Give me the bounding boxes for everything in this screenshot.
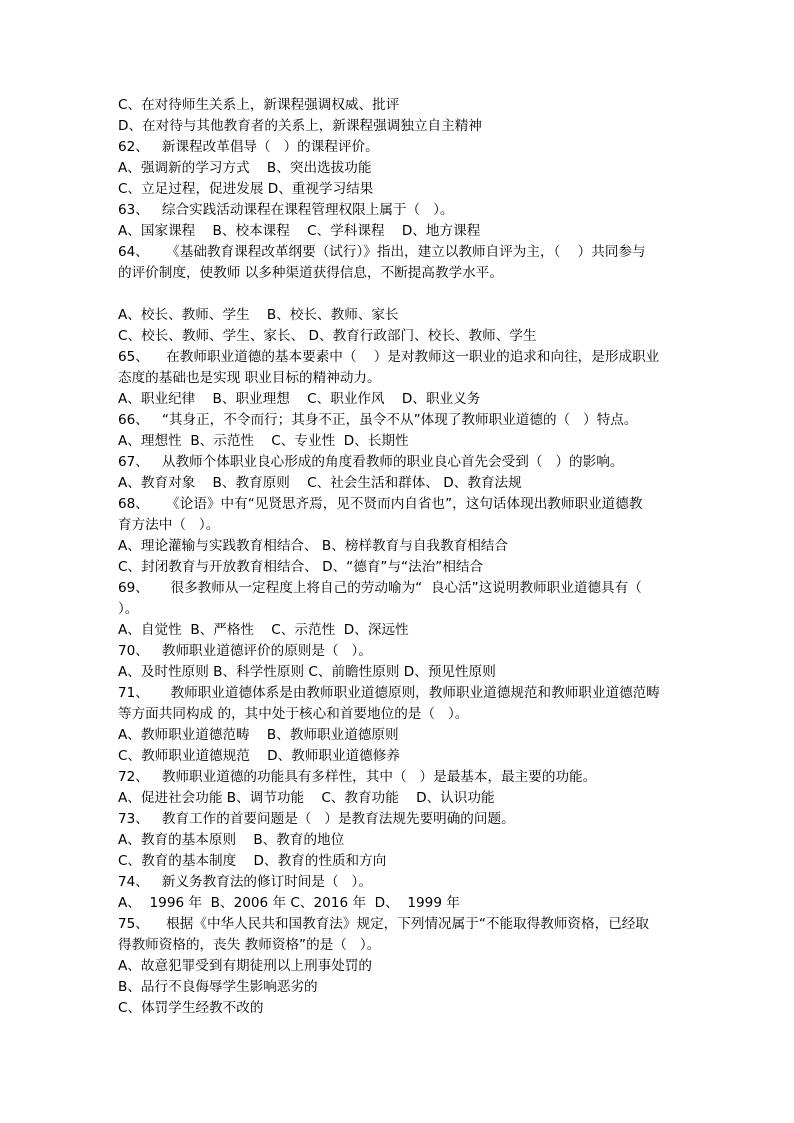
text-line: D、在对待与其他教育者的关系上，新课程强调独立自主精神 (118, 118, 482, 134)
text-line: 72、 教师职业道德的功能具有多样性，其中（ ）是最基本，最主要的功能。 (118, 769, 597, 785)
text-line: ）。 (118, 601, 139, 617)
text-line: 66、 “其身正，不令而行；其身不正，虽令不从”体现了教师职业道德的（ ）特点。 (118, 412, 638, 428)
text-line: A、国家课程 B、校本课程 C、学科课程 D、地方课程 (118, 223, 481, 239)
text-line: C、校长、教师、学生、家长、 D、教育行政部门、校长、教师、学生 (118, 328, 537, 344)
text-line: A、强调新的学习方式 B、突出选拔功能 (118, 160, 372, 176)
text-line: 74、 新义务教育法的修订时间是（ ）。 (118, 874, 372, 890)
text-line: 等方面共同构成 的，其中处于核心和首要地位的是（ ）。 (118, 706, 469, 722)
text-line: A、故意犯罪受到有期徒刑以上刑事处罚的 (118, 958, 372, 974)
text-line: 70、 教师职业道德评价的原则是（ ）。 (118, 643, 372, 659)
text-line: A、及时性原则 B、科学性原则 C、前瞻性原则 D、预见性原则 (118, 664, 496, 680)
document-page (118, 95, 688, 1019)
text-line: 69、 很多教师从一定程度上将自己的劳动喻为“ 良心活”这说明教师职业道德具有（ (118, 580, 642, 596)
text-line: A、教育的基本原则 B、教育的地位 (118, 832, 345, 848)
text-line: A、理论灌输与实践教育相结合、 B、榜样教育与自我教育相结合 (118, 538, 508, 554)
text-line: C、立足过程，促进发展 D、重视学习结果 (118, 181, 374, 197)
text-line: 63、 综合实践活动课程在课程管理权限上属于（ ）。 (118, 202, 454, 218)
text-line: A、自觉性 B、严格性 C、示范性 D、深远性 (118, 622, 409, 638)
text-line: C、体罚学生经教不改的 (118, 1000, 264, 1016)
text-line: 67、 从教师个体职业良心形成的角度看教师的职业良心首先会受到（ ）的影响。 (118, 454, 624, 470)
text-line: 71、 教师职业道德体系是由教师职业道德原则，教师职业道德规范和教师职业道德范畴 (118, 685, 660, 701)
text-line: 68、 《论语》中有“见贤思齐焉，见不贤而内自省也”，这句话体现出教师职业道德教 (118, 496, 643, 512)
text-line: A、职业纪律 B、职业理想 C、职业作风 D、职业义务 (118, 391, 481, 407)
text-line: C、封闭教育与开放教育相结合、 D、“德育”与“法治”相结合 (118, 559, 484, 575)
blank-line (118, 284, 688, 305)
text-line: B、品行不良侮辱学生影响恶劣的 (118, 979, 318, 995)
text-line: C、教育的基本制度 D、教育的性质和方向 (118, 853, 387, 869)
text-line: 64、 《基础教育课程改革纲要（试行）》指出，建立以教师自评为主，（ ）共同参与 (118, 244, 646, 260)
text-line: A、促进社会功能 B、调节功能 C、教育功能 D、认识功能 (118, 790, 495, 806)
text-line: 态度的基础也是实现 职业目标的精神动力。 (118, 370, 381, 386)
text-line: 73、 教育工作的首要问题是（ ）是教育法规先要明确的问题。 (118, 811, 515, 827)
text-line: 的评价制度，使教师 以多种渠道获得信息，不断提高教学水平。 (118, 265, 503, 281)
text-line: 得教师资格的，丧失 教师资格”的是（ ）。 (118, 937, 381, 953)
text-line: C、教师职业道德规范 D、教师职业道德修养 (118, 748, 400, 764)
text-line: 65、 在教师职业道德的基本要素中（ ）是对教师这一职业的追求和向往，是形成职业 (118, 349, 660, 365)
text-line: A、 1996 年 B、2006 年 C、2016 年 D、 1999 年 (118, 895, 460, 911)
text-line: C、在对待师生关系上，新课程强调权威、批评 (118, 97, 400, 113)
text-line: A、教育对象 B、教育原则 C、社会生活和群体、 D、教育法规 (118, 475, 522, 491)
text-line: 75、 根据《中华人民共和国教育法》规定，下列情况属于“不能取得教师资格，已经取 (118, 916, 649, 932)
text-line: 育方法中（ ）。 (118, 517, 220, 533)
text-line: 62、 新课程改革倡导（ ）的课程评价。 (118, 139, 379, 155)
text-line: A、教师职业道德范畴 B、教师职业道德原则 (118, 727, 399, 743)
text-line: A、理想性 B、示范性 C、专业性 D、长期性 (118, 433, 409, 449)
text-line: A、校长、教师、学生 B、校长、教师、家长 (118, 307, 399, 323)
